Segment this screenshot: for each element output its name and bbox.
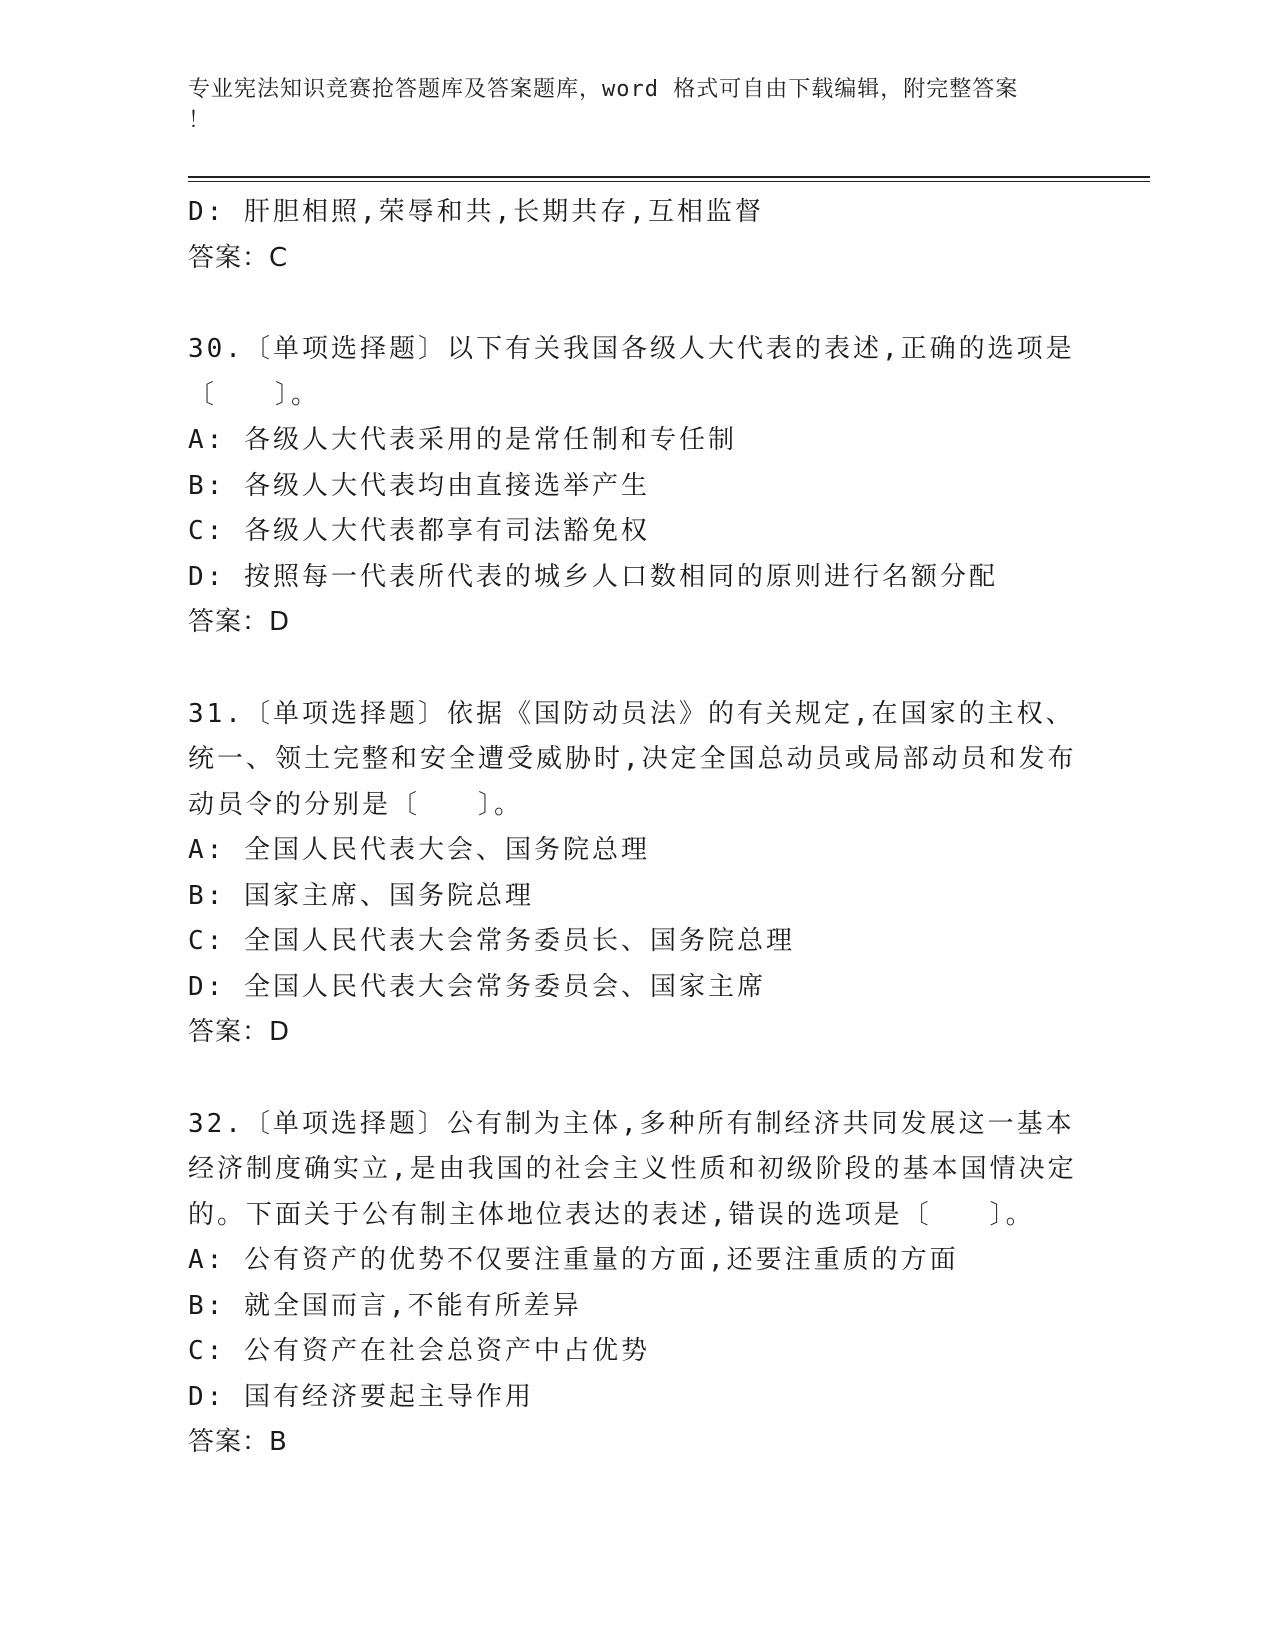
option-b: B: 国家主席、国务院总理 [188,880,534,911]
answer-line: 答案：C [188,242,289,273]
header-divider-thin [188,181,1150,182]
header-title: 专业宪法知识竞赛抢答题库及答案题库，word 格式可自由下载编辑，附完整答案 [188,77,1019,102]
spacer [188,1056,1088,1102]
header-divider-thick [188,176,1150,178]
question-content [188,190,1088,1466]
spacer [188,646,1088,692]
option-c: C: 各级人大代表都享有司法豁免权 [188,516,650,546]
answer-line: 答案：D [188,607,291,637]
spacer [188,281,1088,327]
question-stem: 统一、领土完整和安全遭受威胁时,决定全国总动员或局部动员和发布 [188,744,1077,774]
option-d: D: 全国人民代表大会常务委员会、国家主席 [188,971,766,1002]
question-stem: 〔 〕。 [188,379,321,410]
option-b: B: 就全国而言,不能有所差异 [188,1290,582,1321]
option-b: B: 各级人大代表均由直接选举产生 [188,470,650,501]
answer-line: 答案：B [188,1427,288,1457]
question-stem: 经济制度确实立,是由我国的社会主义性质和初级阶段的基本国情决定 [188,1154,1077,1184]
question-stem: 的。下面关于公有制主体地位表达的表述,错误的选项是〔 〕。 [188,1199,1035,1230]
option-a: A: 公有资产的优势不仅要注重量的方面,还要注重质的方面 [188,1245,959,1275]
question-block-32 [188,1102,1088,1466]
option-c: C: 公有资产在社会总资产中占优势 [188,1336,650,1366]
question-block-31 [188,692,1088,1056]
answer-line: 答案：D [188,1017,291,1047]
question-stem: 30.〔单项选择题〕以下有关我国各级人大代表的表述,正确的选项是 [188,334,1075,364]
option-a: A: 各级人大代表采用的是常任制和专任制 [188,425,737,455]
option-d: D: 肝胆相照,荣辱和共,长期共存,互相监督 [188,197,764,227]
option-d: D: 国有经济要起主导作用 [188,1381,534,1412]
question-block-29 [188,190,1088,281]
option-d: D: 按照每一代表所代表的城乡人口数相同的原则进行名额分配 [188,561,998,592]
option-c: C: 全国人民代表大会常务委员长、国务院总理 [188,926,795,956]
question-stem: 动员令的分别是〔 〕。 [188,789,524,820]
question-block-30 [188,327,1088,646]
question-stem: 32.〔单项选择题〕公有制为主体,多种所有制经济共同发展这一基本 [188,1108,1075,1139]
header-title-continuation: ！ [188,108,212,133]
question-stem: 31.〔单项选择题〕依据《国防动员法》的有关规定,在国家的主权、 [188,698,1075,729]
document-header [188,74,1068,136]
option-a: A: 全国人民代表大会、国务院总理 [188,835,650,865]
